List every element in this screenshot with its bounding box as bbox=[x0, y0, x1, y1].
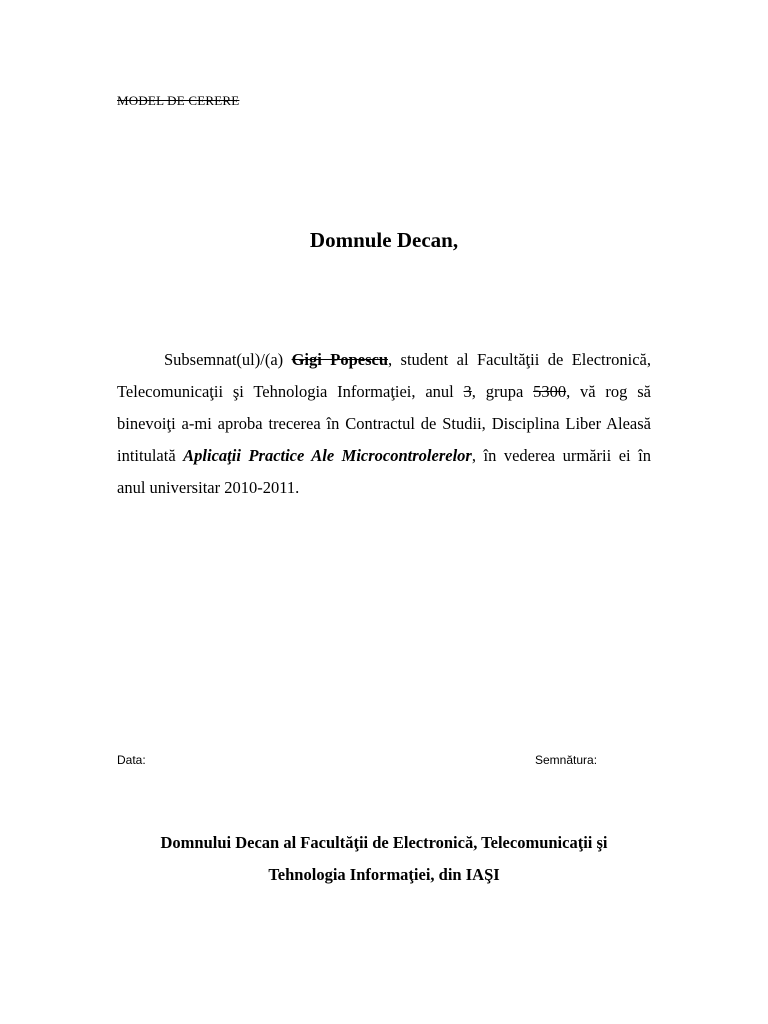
recipient-block bbox=[117, 827, 651, 891]
model-header: MODEL DE CERERE bbox=[117, 93, 240, 108]
body-text-4: , vă rog să binevoiţi a-mi aproba trecerea în Contractul de Studii, Disciplina Liber Aleasă intitulată bbox=[117, 382, 651, 465]
student-name: Gigi Popescu bbox=[291, 350, 388, 369]
body-text-2: , student al Facultăţii de Electronică, Telecomunicaţii şi Tehnologia Informaţiei, anul bbox=[117, 350, 651, 401]
salutation: Domnule Decan, bbox=[309, 228, 459, 252]
body-text-1: Subsemnat(ul)/(a) bbox=[164, 350, 292, 369]
body-text-5: , în vederea urmării ei în anul universitar 2010-2011. bbox=[117, 446, 651, 497]
request-paragraph bbox=[117, 344, 651, 504]
student-group: 5300 bbox=[533, 382, 567, 401]
course-name: Aplicaţii Practice Ale Microcontrolerelor bbox=[183, 446, 472, 465]
signature-label: Semnătura: bbox=[535, 753, 598, 767]
body-text-3: , grupa bbox=[471, 382, 534, 401]
recipient-line-1: Domnului Decan al Facultăţii de Electronică, Telecomunicaţii şi bbox=[160, 833, 608, 852]
date-label: Data: bbox=[117, 753, 146, 767]
recipient-line-2: Tehnologia Informaţiei, din IAŞI bbox=[268, 865, 500, 884]
student-year: 3 bbox=[463, 382, 472, 401]
